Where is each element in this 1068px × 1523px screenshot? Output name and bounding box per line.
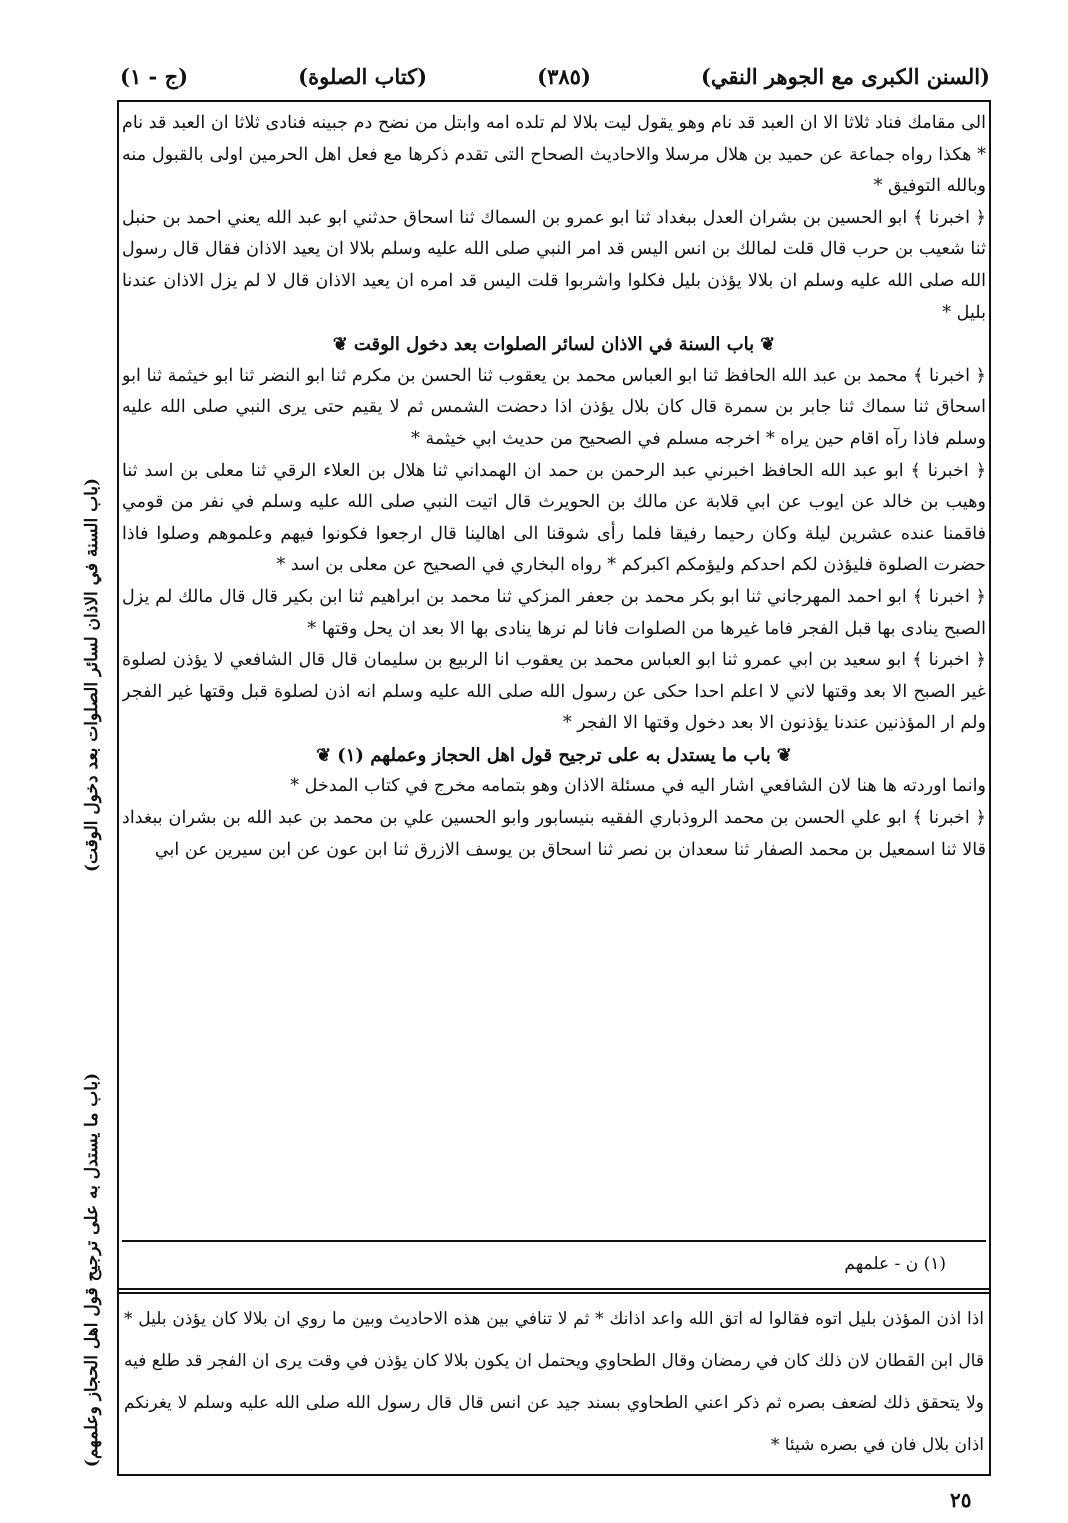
paragraph: ﴿ اخبرنا ﴾ محمد بن عبد الله الحافظ ثنا ابو العباس محمد بن يعقوب ثنا الحسن بن مكرم ثنا ابو النضر ثنا ابو خيثمة ثنا ابو اسحاق ثنا سماك ثنا جابر بن سمرة قال كان بلال يؤذن اذا دحضت الشمس ثم لا يقيم حتى يرى النبي صلى الله عليه وسلم فاذا رآه اقام حين يراه * اخرجه مسلم في الصحيح من حديث ابي خيثمة * bbox=[122, 365, 986, 449]
chapter-heading bbox=[122, 329, 986, 361]
margin-note-text: (باب ما يستدل به على ترجيح قول اهل الحجاز وعلمهم) bbox=[82, 1072, 103, 1468]
paragraph: ﴿ اخبرنا ﴾ ابو الحسين بن بشران العدل ببغداد ثنا ابو عمرو بن السماك ثنا اسحاق حدثني ابو عبد الله يعني احمد بن حنبل ثنا شعيب بن حرب قال قلت لمالك بن انس اليس قد امر النبي صلى الله عليه وسلم بلالا ان يعيد الاذان فقال قال رسول الله صلى الله عليه وسلم ان بلالا يؤذن بليل فكلوا واشربوا قلت اليس قد امره ان يعيد الاذان قال لا لم يزل الاذان عندنا بليل * bbox=[122, 207, 986, 323]
page-number: ٢٥ bbox=[950, 1488, 972, 1512]
chapter-heading bbox=[122, 740, 986, 772]
paragraph: ﴿ اخبرنا ﴾ ابو احمد المهرجاني ثنا ابو بكر محمد بن جعفر المزكي ثنا محمد بن ابراهيم ثنا ابن بكير قال قال مالك لم يزل الصبح ينادى بها قبل الفجر فاما غيرها من الصلوات فانا لم نرها ينادى بها الا بعد ان يحل وقتها * bbox=[122, 586, 986, 639]
commentary-divider bbox=[117, 1288, 991, 1294]
paragraph: ﴿ اخبرنا ﴾ ابو سعيد بن ابي عمرو ثنا ابو العباس محمد بن يعقوب انا الربيع بن سليمان قال قال الشافعي لا يؤذن لصلوة غير الصبح الا بعد وقتها لاني لا اعلم احدا حكى عن رسول الله صلى الله عليه وسلم انه اذن لصلوة قبل وقتها غير الفجر ولم ار المؤذنين عندنا يؤذنون الا بعد دخول وقتها الا الفجر * bbox=[122, 650, 986, 734]
page-reference: (٣٨٥) bbox=[537, 63, 591, 89]
book-title: (السنن الكبرى مع الجوهر النقي) bbox=[700, 63, 990, 89]
chapter-title: باب السنة في الاذان لسائر الصلوات بعد دخول الوقت bbox=[353, 334, 755, 356]
commentary-block: اذا اذن المؤذن بليل اتوه فقالوا له اتق الله واعد اذانك * ثم لا تنافي بين هذه الاحاديث وبين ما روي ان بلالا كان يؤذن بليل * قال ابن القطان لان ذلك كان في رمضان وقال الطحاوي ويحتمل ان يكون بلالا كان يؤذن في وقت يرى ان الفجر قد طلع فيه ولا يتحقق ذلك لضعف بصره ثم ذكر اعني الطحاوي بسند جيد عن انس قال قال رسول الله صلى الله عليه وسلم لا يغرنكم اذان بلال فان في بصره شيئا * bbox=[124, 1309, 984, 1455]
footnote-divider bbox=[122, 1240, 986, 1242]
margin-note bbox=[72, 1050, 112, 1490]
paragraph: ﴿ اخبرنا ﴾ ابو علي الحسن بن محمد الروذباري الفقيه بنيسابور وابو الحسين علي بن محمد بن عبد الله بن بشران ببغداد قالا ثنا اسمعيل بن محمد الصفار ثنا سعدان بن نصر ثنا اسحاق بن يوسف الازرق ثنا ابن عون عن ابن سيرين عن ابي bbox=[122, 808, 986, 860]
footnote: (١) ن - علمهم bbox=[844, 1254, 946, 1274]
ornament-icon: ❦ bbox=[776, 744, 792, 766]
paragraph: الى مقامك فناد ثلاثا الا ان العبد قد نام وهو يقول ليت بلالا لم تلده امه وابتل من نضح دم جبينه فنادى ثلاثا ان العبد قد نام * هكذا رواه جماعة عن حميد بن هلال مرسلا والاحاديث الصحاح التى تقدم ذكرها مع فعل اهل الحرمين اولى بالقبول منه وبالله التوفيق * bbox=[122, 113, 986, 197]
paragraph: ﴿ اخبرنا ﴾ ابو عبد الله الحافظ اخبرني عبد الرحمن بن حمد ان الهمداني ثنا هلال بن العلاء الرقي ثنا معلى بن اسد ثنا وهيب بن خالد عن ايوب عن ابي قلابة عن مالك بن الحويرث قال اتيت النبي صلى الله عليه وسلم في نفر من قومي فاقمنا عنده عشرين ليلة وكان رحيما رفيقا فلما رأى شوقنا الى اهالينا قال ارجعوا فكونوا فيهم وعلموهم وصلوا فاذا حضرت الصلوة فليؤذن لكم احدكم وليؤمكم اكبركم * رواه البخاري في الصحيح عن معلى بن اسد * bbox=[122, 460, 986, 576]
ornament-icon: ❦ bbox=[316, 744, 332, 766]
margin-note bbox=[72, 440, 112, 910]
paragraph: وانما اوردته ها هنا لان الشافعي اشار اليه في مسئلة الاذان وهو بتمامه مخرج في كتاب المدخل * bbox=[290, 776, 986, 797]
chapter-title: باب ما يستدل به على ترجيح قول اهل الحجاز وعملهم (١) bbox=[337, 744, 771, 766]
volume-number: (ج - ١) bbox=[120, 63, 189, 89]
margin-note-text: (باب السنة في الاذان لسائر الصلوات بعد دخول الوقت) bbox=[82, 477, 102, 873]
chapter-name: (كتاب الصلوة) bbox=[298, 63, 428, 89]
page-header bbox=[120, 58, 990, 94]
ornament-icon: ❦ bbox=[332, 334, 348, 356]
ornament-icon: ❦ bbox=[760, 334, 776, 356]
main-text-block bbox=[122, 108, 986, 1236]
